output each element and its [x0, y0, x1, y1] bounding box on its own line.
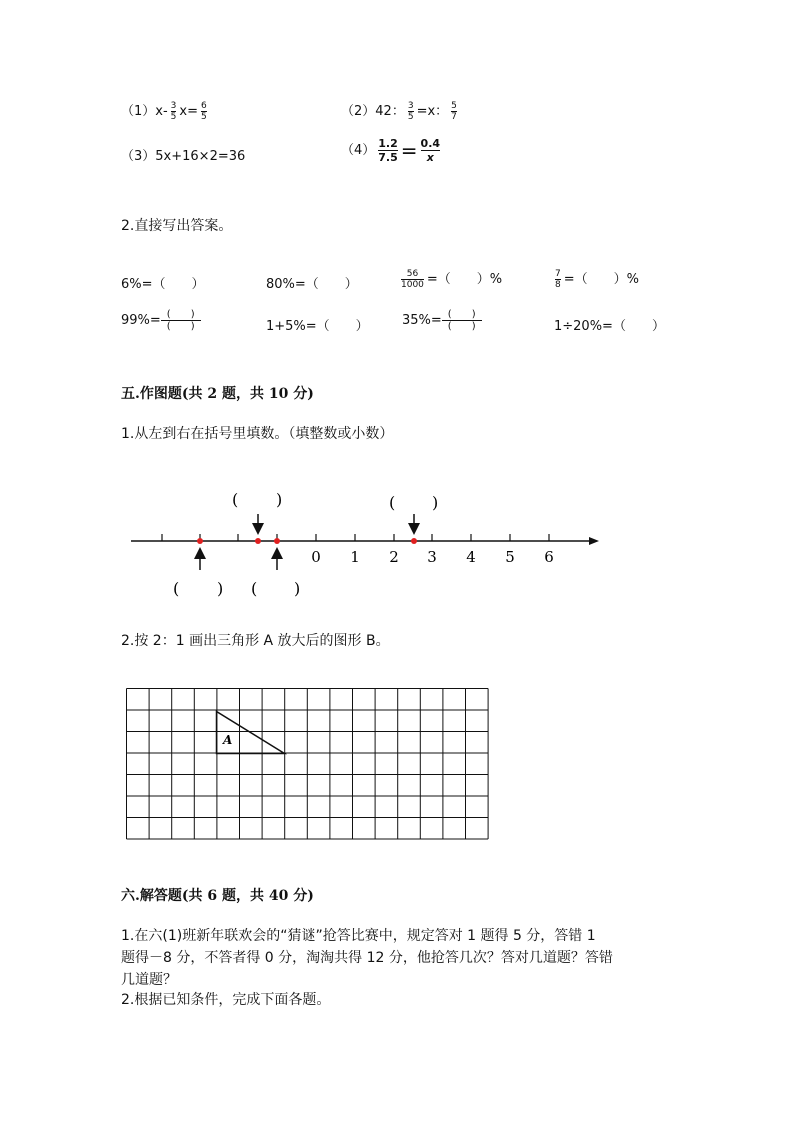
fraction: $\frac{56}{1000}$	[401, 269, 424, 290]
answer-item: 1÷20%=（ ）	[554, 319, 665, 334]
tick-label: 4	[466, 548, 476, 566]
triangle-label: A	[223, 733, 233, 747]
section-heading: 六.解答题(共 6 题，共 40 分)	[121, 888, 314, 904]
answer-bracket: (	[251, 579, 258, 598]
fraction-blank: $\frac{( )}{( )}$	[445, 309, 479, 332]
fraction: $\frac{0.4}{x}$	[420, 137, 441, 164]
answer-bracket: (	[232, 490, 239, 509]
question-text: 1.在六(1)班新年联欢会的“猜谜”抢答比赛中，规定答对 1 题得 5 分，答错 1	[121, 928, 596, 944]
answer-item: 99%= $\frac{( )}{( )}$	[121, 309, 201, 332]
tick-label: 6	[544, 548, 554, 566]
fraction: $\frac{3}{5}$	[407, 101, 414, 122]
question-title: 2.直接写出答案。	[121, 218, 233, 234]
equation-2: （2）42： $\frac{3}{5}$ =x： $\frac{5}{7}$	[341, 101, 457, 122]
question-text: 1.从左到右在括号里填数。（填整数或小数）	[121, 426, 394, 442]
fraction: $\frac{3}{5}$	[170, 101, 177, 122]
tick-label: 5	[505, 548, 515, 566]
question-text: 几道题？	[121, 972, 177, 988]
axis-arrow	[589, 537, 599, 545]
question-text: 2.根据已知条件，完成下面各题。	[121, 992, 331, 1008]
point-marker	[274, 538, 280, 544]
equation-1: （1）x- $\frac{3}{5}$ x= $\frac{6}{5}$	[121, 101, 207, 122]
answer-bracket: (	[173, 579, 180, 598]
point-marker	[197, 538, 203, 544]
question-text: 2.按 2：1 画出三角形 A 放大后的图形 B。	[121, 633, 390, 649]
grid-figure	[126, 688, 490, 841]
fraction: $\frac{1.2}{7.5}$	[378, 137, 398, 164]
answer-item: $\frac{7}{8}$ =（ ）%	[555, 269, 639, 290]
tick-label: 3	[427, 548, 437, 566]
fraction: $\frac{6}{5}$	[200, 101, 207, 122]
section-heading: 五.作图题(共 2 题，共 10 分)	[121, 386, 314, 402]
answer-bracket: )	[217, 579, 224, 598]
grid-lines	[127, 689, 489, 840]
fraction-blank: $\frac{( )}{( )}$	[164, 309, 198, 332]
answer-item: $\frac{56}{1000}$ =（ ）%	[401, 269, 503, 290]
point-marker	[411, 538, 417, 544]
answer-item: 6%=（ ）	[121, 277, 205, 292]
point-marker	[255, 538, 261, 544]
answer-item: 1+5%=（ ）	[266, 319, 369, 334]
equation-4: （4） $\frac{1.2}{7.5}$ = $\frac{0.4}{x}$	[341, 137, 441, 164]
answer-bracket: )	[432, 493, 439, 512]
tick-label: 1	[350, 548, 360, 566]
answer-bracket: )	[294, 579, 301, 598]
answer-item: 35%= $\frac{( )}{( )}$	[402, 309, 482, 332]
answer-bracket: )	[276, 490, 283, 509]
equation-3: （3）5x+16×2=36	[121, 149, 246, 164]
answer-item: 80%=（ ）	[266, 277, 358, 292]
question-text: 题得－8 分，不答者得 0 分，淘淘共得 12 分，他抢答几次？答对几道题？答错	[121, 950, 613, 966]
tick-label: 0	[311, 548, 321, 566]
answer-bracket: (	[389, 493, 396, 512]
fraction: $\frac{7}{8}$	[555, 269, 561, 290]
tick-label: 2	[389, 548, 399, 566]
fraction: $\frac{5}{7}$	[451, 101, 457, 122]
